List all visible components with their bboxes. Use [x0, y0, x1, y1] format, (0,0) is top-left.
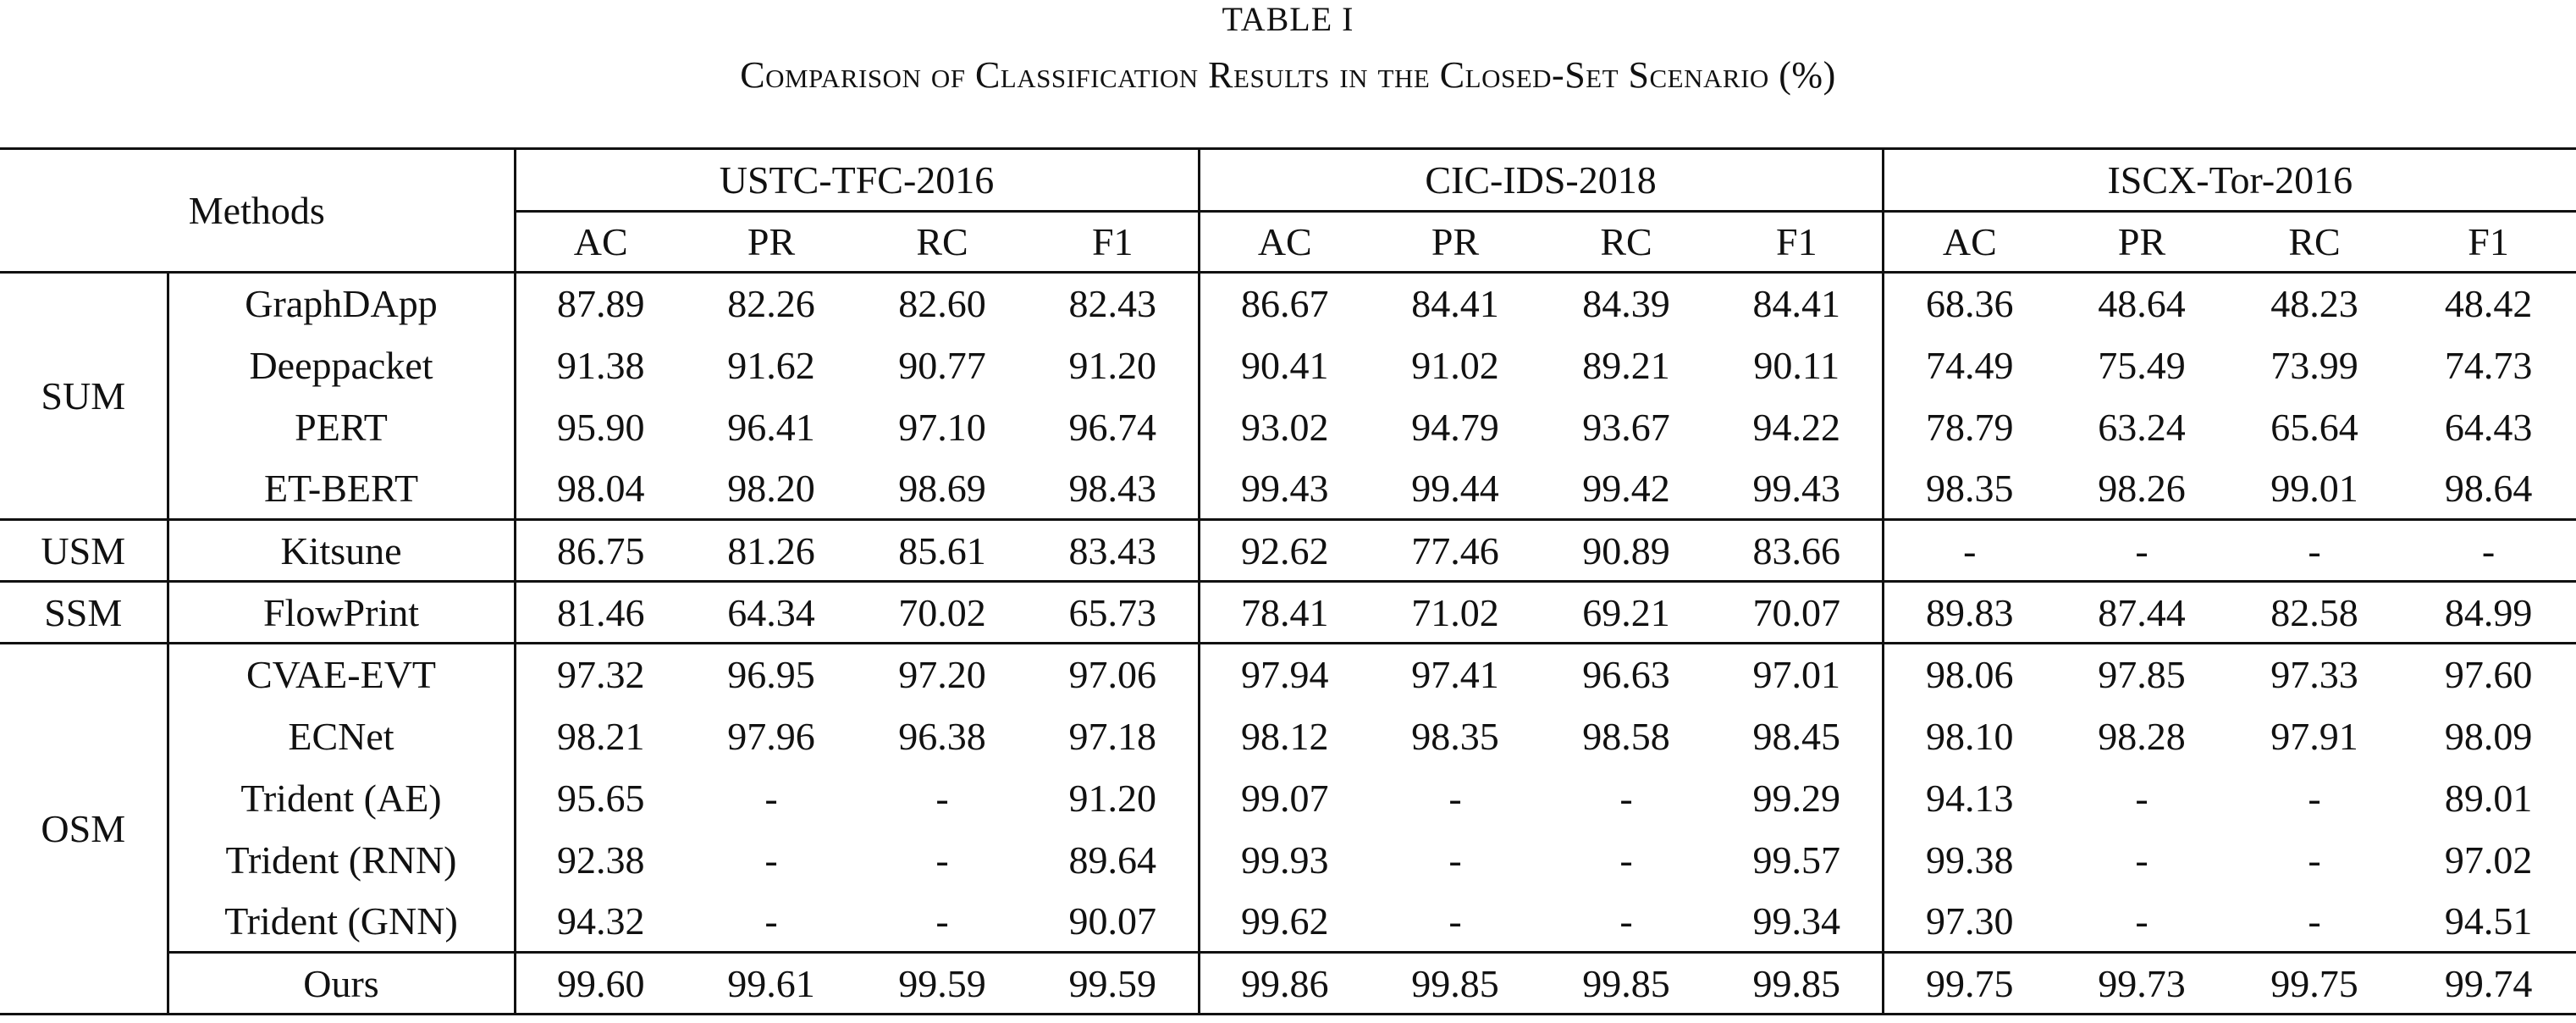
value-cell: 96.95 [686, 644, 857, 705]
value-cell: 86.67 [1199, 273, 1370, 335]
value-cell: 90.89 [1541, 520, 1712, 582]
value-cell: 99.43 [1752, 466, 1841, 510]
value-cell: 48.64 [2055, 273, 2228, 335]
value-cell: 92.62 [1199, 520, 1370, 582]
value-cell: 89.21 [1582, 343, 1670, 387]
value-cell: 96.63 [1541, 644, 1712, 705]
value-cell: 91.62 [727, 343, 815, 387]
results-table [0, 147, 2576, 1015]
value-cell: - [2055, 520, 2228, 582]
value-cell: 64.43 [2444, 405, 2533, 449]
method-name: Kitsune [168, 520, 515, 582]
value-cell: 99.59 [1028, 953, 1199, 1015]
value-cell: - [935, 776, 949, 820]
value-cell: 81.26 [686, 520, 857, 582]
value-cell: 71.02 [1370, 582, 1541, 644]
value-cell: 99.29 [1752, 776, 1841, 820]
metric-header: PR [1431, 220, 1480, 263]
value-cell: 81.46 [515, 582, 686, 644]
value-cell: 98.58 [1582, 714, 1670, 758]
value-cell: 99.42 [1582, 466, 1670, 510]
value-cell: 70.07 [1712, 582, 1883, 644]
method-name: Trident (GNN) [168, 891, 515, 953]
value-cell: 74.49 [1883, 335, 2055, 396]
value-cell: 97.96 [727, 714, 815, 758]
table-row [0, 335, 2576, 396]
value-cell: 97.41 [1370, 644, 1541, 705]
value-cell: 97.33 [2228, 644, 2401, 705]
value-cell: - [1448, 899, 1462, 943]
value-cell: 89.83 [1883, 582, 2055, 644]
value-cell: 82.43 [1028, 273, 1199, 335]
value-cell: 96.74 [1068, 405, 1157, 449]
table-row [0, 891, 2576, 953]
value-cell: 91.02 [1411, 343, 1499, 387]
value-cell: 94.79 [1411, 405, 1499, 449]
value-cell: 97.20 [857, 644, 1028, 705]
method-name: Deeppacket [168, 335, 515, 396]
group-label: USM [0, 520, 168, 582]
value-cell: 87.44 [2055, 582, 2228, 644]
value-cell: 89.01 [2444, 776, 2533, 820]
table-row-ours [0, 953, 2576, 1015]
value-cell: 97.91 [2270, 714, 2358, 758]
value-cell: 91.20 [1068, 776, 1157, 820]
value-cell: 99.60 [515, 953, 686, 1015]
value-cell: 86.75 [515, 520, 686, 582]
value-cell: 65.64 [2270, 405, 2358, 449]
value-cell: - [2135, 838, 2149, 882]
value-cell: - [1883, 520, 2055, 582]
value-cell: 98.43 [1068, 466, 1157, 510]
group-label: SUM [0, 273, 168, 520]
value-cell: - [764, 899, 778, 943]
metric-header: RC [916, 220, 968, 263]
value-cell: 90.41 [1199, 335, 1370, 396]
value-cell: 87.89 [515, 273, 686, 335]
value-cell: 98.12 [1199, 705, 1370, 767]
value-cell: 98.20 [727, 466, 815, 510]
value-cell: - [935, 838, 949, 882]
value-cell: 63.24 [2098, 405, 2186, 449]
value-cell: 98.45 [1752, 714, 1841, 758]
metric-header: PR [747, 220, 796, 263]
value-cell: - [2135, 776, 2149, 820]
value-cell: 90.77 [898, 343, 986, 387]
value-cell: 99.62 [1199, 891, 1370, 953]
value-cell: 98.26 [2098, 466, 2186, 510]
value-cell: 99.43 [1199, 458, 1370, 520]
value-cell: 99.01 [2270, 466, 2358, 510]
value-cell: 98.04 [515, 458, 686, 520]
value-cell: 83.43 [1028, 520, 1199, 582]
value-cell: 92.38 [515, 829, 686, 891]
method-name: ET-BERT [168, 458, 515, 520]
value-cell: 75.49 [2098, 343, 2186, 387]
metric-header: F1 [2468, 220, 2509, 263]
value-cell: 82.58 [2228, 582, 2401, 644]
value-cell: 77.46 [1370, 520, 1541, 582]
value-cell: 48.23 [2228, 273, 2401, 335]
value-cell: - [2401, 520, 2576, 582]
value-cell: 78.41 [1199, 582, 1370, 644]
value-cell: 99.75 [1883, 953, 2055, 1015]
value-cell: - [764, 838, 778, 882]
value-cell: 97.01 [1712, 644, 1883, 705]
value-cell: - [1448, 838, 1462, 882]
value-cell: 84.99 [2401, 582, 2576, 644]
value-cell: 98.35 [1411, 714, 1499, 758]
value-cell: 99.93 [1199, 829, 1370, 891]
table-row [0, 644, 2576, 705]
value-cell: 91.38 [515, 335, 686, 396]
metric-header: PR [2117, 220, 2166, 263]
value-cell: 98.28 [2098, 714, 2186, 758]
metric-header: AC [515, 212, 686, 273]
value-cell: - [2308, 838, 2321, 882]
table-row [0, 396, 2576, 458]
value-cell: 65.73 [1028, 582, 1199, 644]
value-cell: 97.32 [515, 644, 686, 705]
metric-header: F1 [1091, 220, 1134, 263]
value-cell: 98.35 [1883, 458, 2055, 520]
dataset-header-iscx: ISCX-Tor-2016 [1883, 149, 2576, 212]
table-row [0, 273, 2576, 335]
value-cell: 98.21 [515, 705, 686, 767]
value-cell: 82.60 [857, 273, 1028, 335]
value-cell: - [2308, 899, 2321, 943]
table-row [0, 829, 2576, 891]
value-cell: 99.34 [1752, 899, 1841, 943]
table-row [0, 767, 2576, 829]
value-cell: 99.07 [1199, 767, 1370, 829]
metric-header: AC [1199, 212, 1370, 273]
value-cell: 95.90 [515, 396, 686, 458]
value-cell: 64.34 [686, 582, 857, 644]
value-cell: 69.21 [1541, 582, 1712, 644]
value-cell: 90.11 [1753, 343, 1840, 387]
value-cell: - [935, 899, 949, 943]
value-cell: - [1619, 838, 1633, 882]
method-name: CVAE-EVT [168, 644, 515, 705]
value-cell: 98.09 [2444, 714, 2533, 758]
value-cell: 93.02 [1199, 396, 1370, 458]
value-cell: 70.02 [857, 582, 1028, 644]
value-cell: 89.64 [1068, 838, 1157, 882]
value-cell: - [764, 776, 778, 820]
value-cell: 96.38 [898, 714, 986, 758]
value-cell: 84.41 [1370, 273, 1541, 335]
value-cell: 97.02 [2444, 838, 2533, 882]
method-name: Ours [168, 953, 515, 1015]
value-cell: 91.20 [1068, 343, 1157, 387]
value-cell: 99.57 [1752, 838, 1841, 882]
value-cell: 97.18 [1068, 714, 1157, 758]
value-cell: 99.74 [2401, 953, 2576, 1015]
value-cell: 97.10 [898, 405, 986, 449]
metric-header: AC [1883, 212, 2055, 273]
value-cell: 99.61 [686, 953, 857, 1015]
value-cell: 84.39 [1541, 273, 1712, 335]
value-cell: 93.67 [1582, 405, 1670, 449]
value-cell: 73.99 [2270, 343, 2358, 387]
value-cell: - [2228, 520, 2401, 582]
value-cell: - [2135, 899, 2149, 943]
value-cell: 74.73 [2444, 343, 2533, 387]
value-cell: 78.79 [1883, 396, 2055, 458]
value-cell: 99.85 [1541, 953, 1712, 1015]
table-row [0, 520, 2576, 582]
value-cell: 98.69 [898, 466, 986, 510]
value-cell: - [1448, 776, 1462, 820]
method-name: Trident (RNN) [168, 829, 515, 891]
value-cell: 94.22 [1752, 405, 1841, 449]
value-cell: 99.44 [1411, 466, 1499, 510]
dataset-header-cic: CIC-IDS-2018 [1199, 149, 1883, 212]
method-name: FlowPrint [168, 582, 515, 644]
dataset-header-ustc: USTC-TFC-2016 [515, 149, 1199, 212]
table-row [0, 582, 2576, 644]
method-name: GraphDApp [168, 273, 515, 335]
methods-header: Methods [0, 149, 515, 273]
value-cell: - [1619, 899, 1633, 943]
value-cell: 99.86 [1199, 953, 1370, 1015]
value-cell: 82.26 [686, 273, 857, 335]
value-cell: 94.13 [1883, 767, 2055, 829]
value-cell: 95.65 [515, 767, 686, 829]
value-cell: 94.51 [2444, 899, 2533, 943]
group-label: SSM [0, 582, 168, 644]
value-cell: 97.94 [1199, 644, 1370, 705]
value-cell: 99.59 [857, 953, 1028, 1015]
value-cell: 97.85 [2055, 644, 2228, 705]
value-cell: 96.41 [727, 405, 815, 449]
value-cell: 98.10 [1883, 705, 2055, 767]
table-label: TABLE I [1222, 0, 1354, 38]
value-cell: 99.85 [1712, 953, 1883, 1015]
value-cell: 98.64 [2444, 466, 2533, 510]
value-cell: 90.07 [1068, 899, 1157, 943]
value-cell: 98.06 [1883, 644, 2055, 705]
table-row [0, 705, 2576, 767]
method-name: PERT [168, 396, 515, 458]
method-name: Trident (AE) [168, 767, 515, 829]
value-cell: 85.61 [857, 520, 1028, 582]
metric-header: RC [1600, 220, 1652, 263]
value-cell: 94.32 [515, 891, 686, 953]
table-row [0, 458, 2576, 520]
value-cell: 99.85 [1370, 953, 1541, 1015]
value-cell: 84.41 [1712, 273, 1883, 335]
value-cell: 68.36 [1883, 273, 2055, 335]
value-cell: 97.60 [2401, 644, 2576, 705]
value-cell: 83.66 [1712, 520, 1883, 582]
value-cell: - [1619, 776, 1633, 820]
value-cell: - [2308, 776, 2321, 820]
value-cell: 48.42 [2401, 273, 2576, 335]
method-name: ECNet [168, 705, 515, 767]
value-cell: 97.06 [1028, 644, 1199, 705]
value-cell: 99.75 [2228, 953, 2401, 1015]
metric-header: RC [2288, 220, 2341, 263]
metric-header: F1 [1775, 220, 1818, 263]
table-title: Comparison of Classification Results in the Closed-Set Scenario (%) [740, 54, 1836, 96]
value-cell: 99.38 [1883, 829, 2055, 891]
value-cell: 97.30 [1883, 891, 2055, 953]
value-cell: 99.73 [2055, 953, 2228, 1015]
group-label: OSM [0, 644, 168, 1015]
